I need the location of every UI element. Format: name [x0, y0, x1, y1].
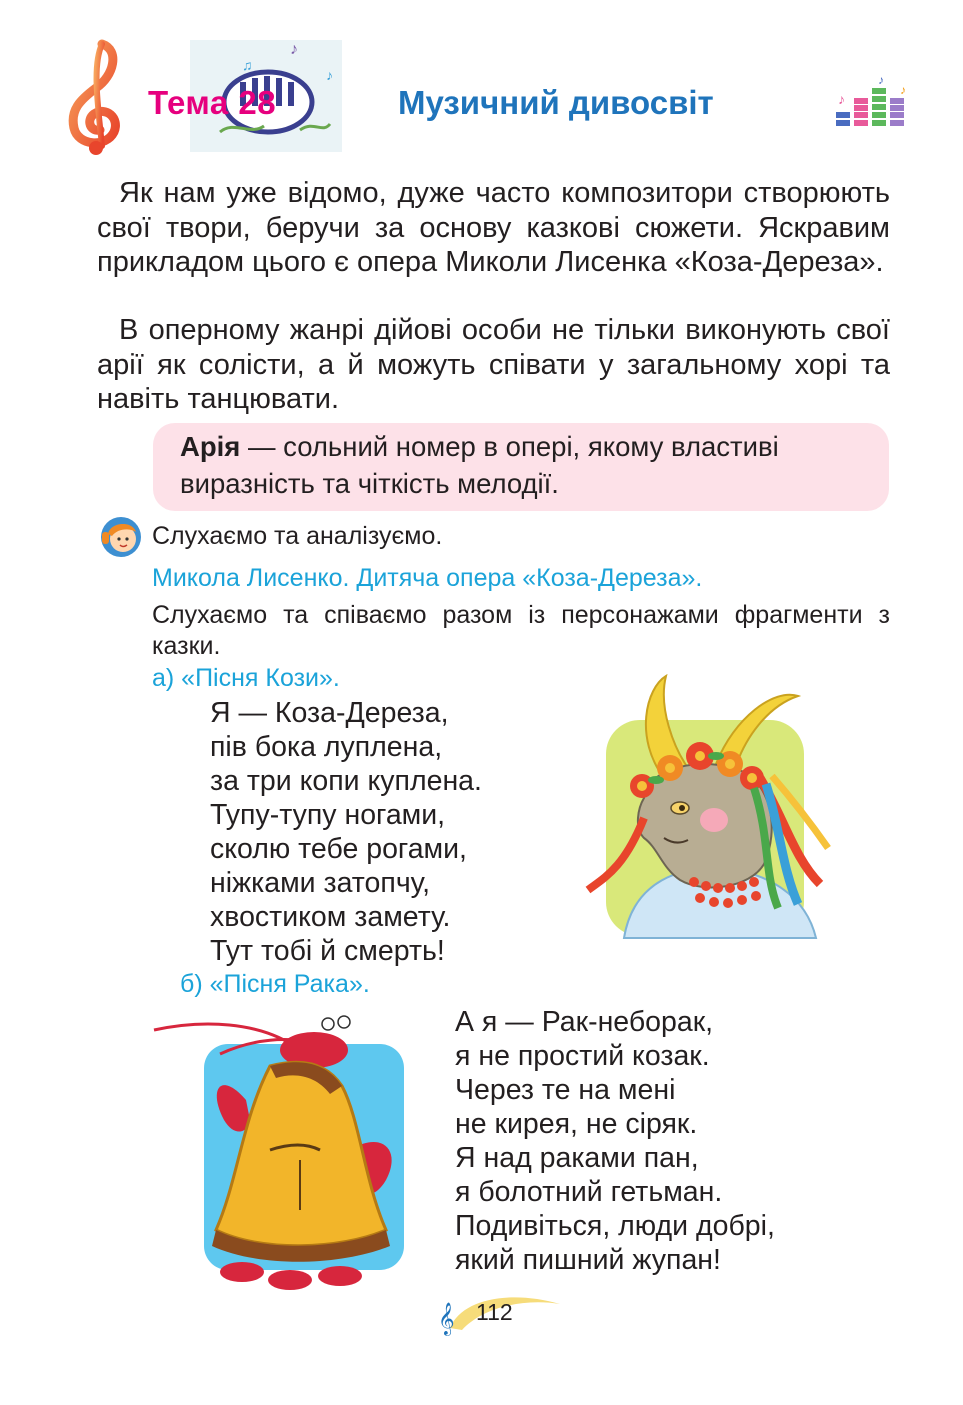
verse-line: Я над раками пан,	[455, 1142, 699, 1174]
verse-line: Тут тобі й смерть!	[210, 935, 445, 967]
opera-paragraph	[97, 313, 890, 417]
svg-text:♪: ♪	[900, 83, 906, 97]
work-title: Микола Лисенко. Дитяча опера «Коза-Дереза».	[152, 564, 703, 592]
song-a-label: а) «Пісня Кози».	[152, 664, 340, 692]
svg-text:♪: ♪	[290, 41, 298, 58]
definition-term: Арія	[180, 431, 241, 462]
verse-line: сколю тебе рогами,	[210, 833, 467, 865]
treble-clef-icon	[62, 36, 134, 156]
page-number: 112	[476, 1299, 513, 1325]
verse-line: Подивіться, люди добрі,	[455, 1210, 775, 1242]
verse-line: ніжками затопчу,	[210, 867, 430, 899]
svg-text:♪: ♪	[878, 74, 884, 87]
crab-song-verse	[455, 1005, 775, 1277]
verse-line: я болотний гетьман.	[455, 1176, 723, 1208]
verse-line: не кирея, не сіряк.	[455, 1108, 698, 1140]
headphones-girl-icon	[96, 516, 146, 558]
goat-song-verse	[210, 696, 482, 968]
svg-text:♫: ♫	[242, 57, 253, 73]
verse-line: Через те на мені	[455, 1074, 676, 1106]
paragraph-text: Як нам уже відомо, дуже часто композитори створюють свої твори, беручи за основу казкові сюжети. Яскравим прикладом цього є опера Миколи Лисенка «Коза-Дереза».	[97, 177, 890, 278]
listen-instruction: Слухаємо та аналізуємо.	[152, 522, 443, 550]
page-title: Музичний дивосвіт	[398, 84, 714, 121]
equalizer-icon	[834, 74, 914, 128]
intro-paragraph	[97, 176, 890, 280]
paragraph-text: В оперному жанрі дійові особи не тільки виконують свої арії як солісти, а й можуть співати у загальному хорі та навіть танцювати.	[97, 314, 890, 415]
verse-line: Я — Коза-Дереза,	[210, 697, 449, 729]
crab-illustration	[150, 1010, 410, 1300]
verse-line: я не простий козак.	[455, 1040, 710, 1072]
topic-label: Тема 28	[148, 84, 277, 121]
definition-body: — сольний номер в опері, якому властиві виразність та чіткість мелодії.	[180, 431, 779, 499]
verse-line: за три копи куплена.	[210, 765, 482, 797]
definition-text	[180, 428, 870, 502]
task-text: Слухаємо та співаємо разом із персонажами фрагменти з казки.	[152, 601, 890, 660]
song-b-label: б) «Пісня Рака».	[180, 970, 370, 998]
svg-text:♪: ♪	[838, 91, 845, 107]
svg-text:𝄞: 𝄞	[438, 1302, 455, 1335]
verse-line: який пишний жупан!	[455, 1244, 721, 1276]
verse-line: Тупу-тупу ногами,	[210, 799, 446, 831]
verse-line: А я — Рак-неборак,	[455, 1006, 714, 1038]
svg-text:♪: ♪	[326, 67, 333, 83]
verse-line: пів бока луплена,	[210, 731, 443, 763]
goat-illustration	[584, 668, 834, 968]
verse-line: хвостиком замету.	[210, 901, 451, 933]
